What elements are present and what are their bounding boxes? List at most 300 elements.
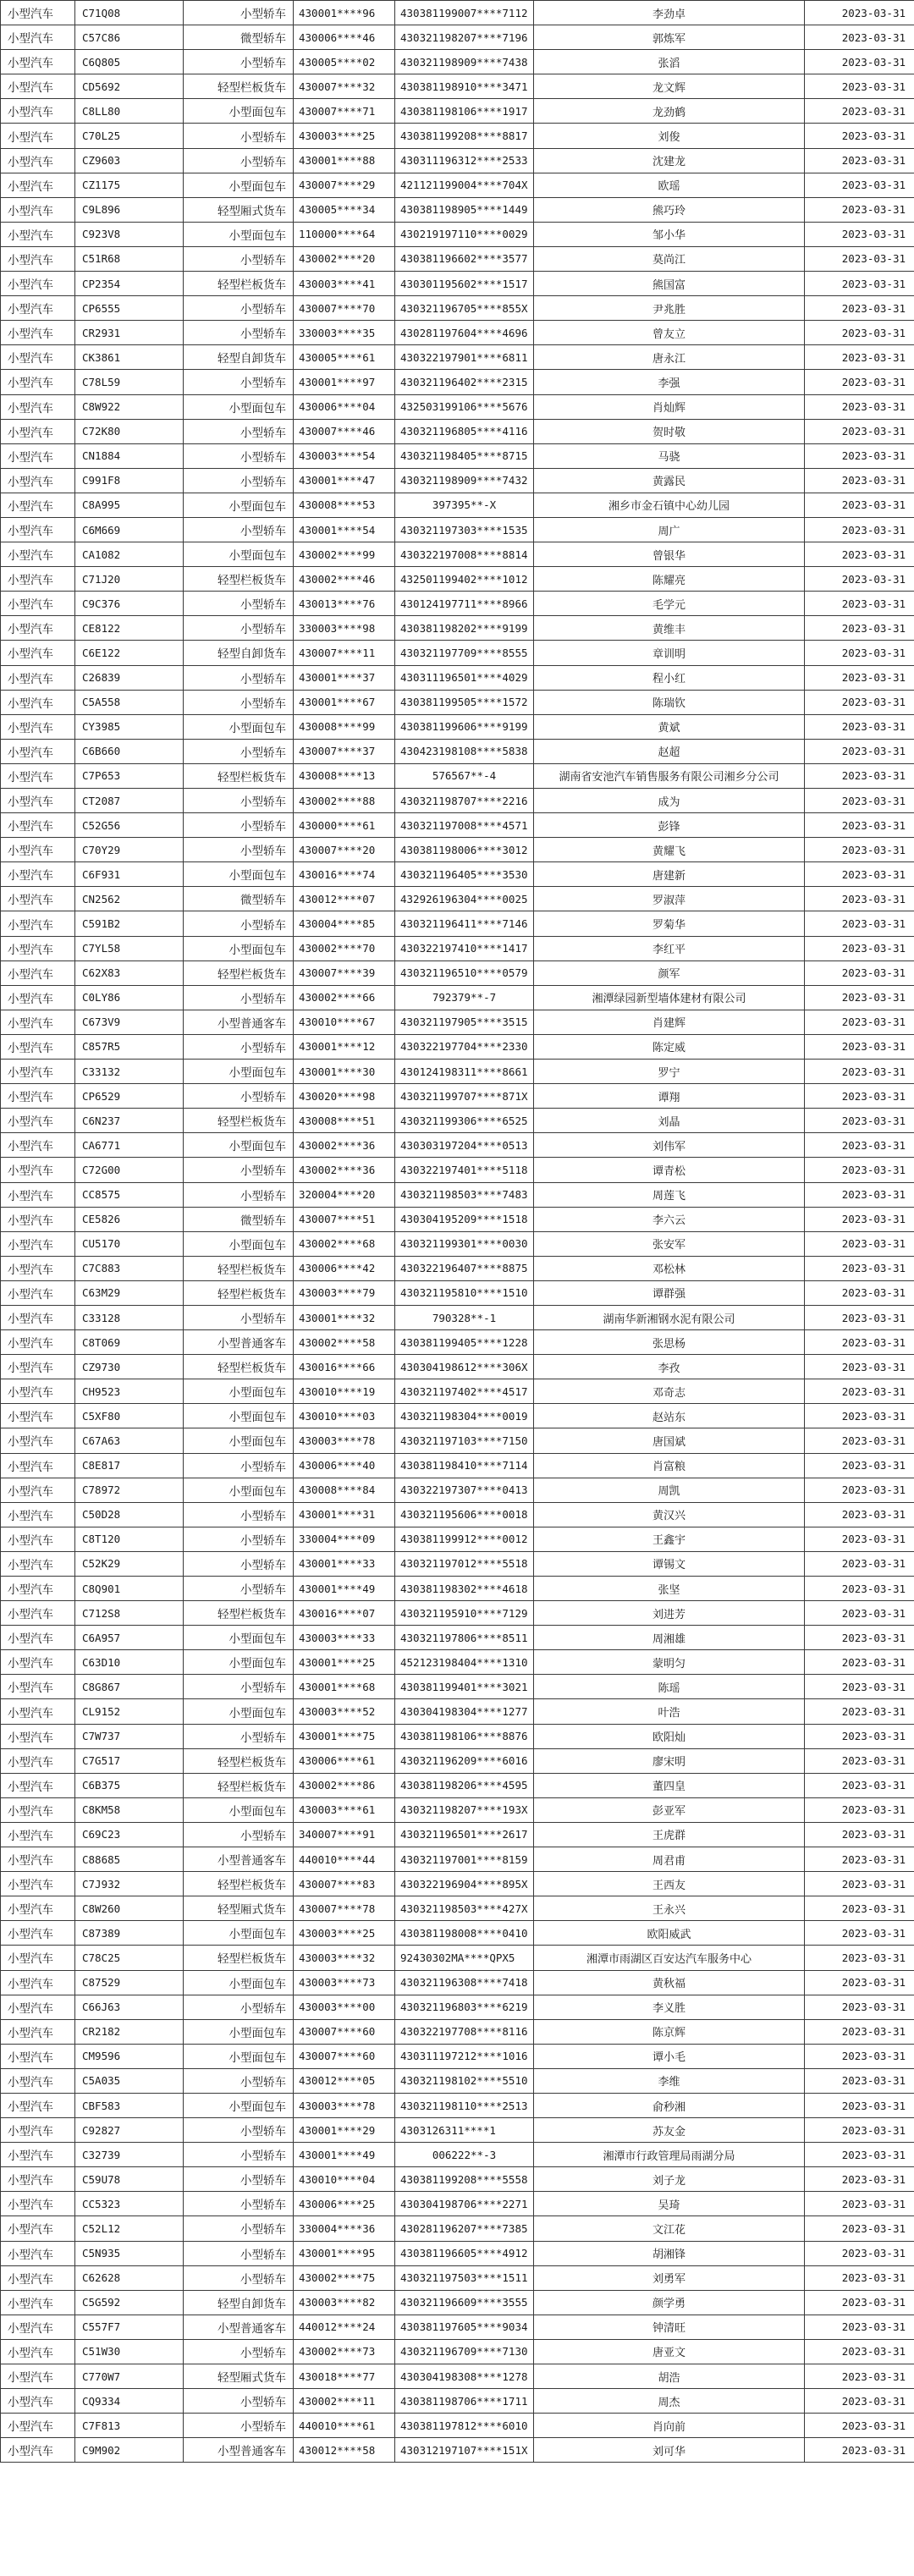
code-cell: 430007****51 (294, 1207, 395, 1231)
table-row (1, 2068, 914, 2093)
date-cell: 2023-03-31 (805, 542, 914, 567)
id-number-cell: 430381197605****9034 (395, 2315, 534, 2339)
vehicle-category-cell: 小型汽车 (1, 2265, 75, 2290)
table-row (1, 1034, 914, 1059)
id-number-cell: 430322197008****8814 (395, 542, 534, 567)
table-row (1, 763, 914, 788)
vehicle-model-cell: 小型轿车 (184, 739, 294, 763)
table-row (1, 25, 914, 50)
date-cell: 2023-03-31 (805, 641, 914, 665)
vehicle-category-cell: 小型汽车 (1, 813, 75, 838)
date-cell: 2023-03-31 (805, 394, 914, 419)
vehicle-category-cell: 小型汽车 (1, 1330, 75, 1355)
vehicle-model-cell: 小型轿车 (184, 1995, 294, 2019)
vehicle-model-cell: 小型轿车 (184, 2216, 294, 2241)
vehicle-category-cell: 小型汽车 (1, 739, 75, 763)
vehicle-model-cell: 轻型自卸货车 (184, 641, 294, 665)
vehicle-model-cell: 小型面包车 (184, 1699, 294, 1724)
id-number-cell: 430321196609****3555 (395, 2290, 534, 2315)
vehicle-category-cell: 小型汽车 (1, 222, 75, 246)
vehicle-category-cell: 小型汽车 (1, 517, 75, 542)
plate-number-cell: C8E817 (75, 1453, 184, 1478)
vehicle-category-cell: 小型汽车 (1, 1453, 75, 1478)
code-cell: 430007****70 (294, 296, 395, 321)
code-cell: 430002****88 (294, 789, 395, 813)
table-row (1, 2241, 914, 2265)
id-number-cell: 430321197103****7150 (395, 1428, 534, 1453)
owner-name-cell: 毛学元 (534, 592, 805, 616)
plate-number-cell: CC5323 (75, 2192, 184, 2216)
date-cell: 2023-03-31 (805, 1109, 914, 1133)
date-cell: 2023-03-31 (805, 2093, 914, 2117)
date-cell: 2023-03-31 (805, 1699, 914, 1724)
plate-number-cell: C6N237 (75, 1109, 184, 1133)
vehicle-model-cell: 小型轿车 (184, 1453, 294, 1478)
plate-number-cell: C6M669 (75, 517, 184, 542)
date-cell: 2023-03-31 (805, 443, 914, 468)
table-row (1, 1748, 914, 1773)
date-cell: 2023-03-31 (805, 1551, 914, 1576)
code-cell: 430001****31 (294, 1502, 395, 1527)
code-cell: 430004****85 (294, 911, 395, 936)
date-cell: 2023-03-31 (805, 1527, 914, 1551)
plate-number-cell: CBF583 (75, 2093, 184, 2117)
plate-number-cell: C78C25 (75, 1946, 184, 1970)
id-number-cell: 92430302MA****QPX5 (395, 1946, 534, 1970)
owner-name-cell: 欧瑶 (534, 173, 805, 197)
id-number-cell: 430321197709****8555 (395, 641, 534, 665)
plate-number-cell: CP6555 (75, 296, 184, 321)
table-row (1, 1084, 914, 1109)
id-number-cell: 430301195602****1517 (395, 272, 534, 296)
table-row (1, 1970, 914, 1995)
vehicle-category-cell: 小型汽车 (1, 887, 75, 911)
table-row (1, 1797, 914, 1822)
vehicle-category-cell: 小型汽车 (1, 296, 75, 321)
vehicle-model-cell: 小型面包车 (184, 1478, 294, 1502)
owner-name-cell: 湘潭绿园新型墙体建材有限公司 (534, 985, 805, 1010)
vehicle-model-cell: 小型轿车 (184, 1034, 294, 1059)
plate-number-cell: C26839 (75, 665, 184, 690)
table-row (1, 1231, 914, 1256)
table-row (1, 296, 914, 321)
owner-name-cell: 邓奇志 (534, 1379, 805, 1404)
date-cell: 2023-03-31 (805, 960, 914, 985)
vehicle-category-cell: 小型汽车 (1, 148, 75, 173)
table-row (1, 1355, 914, 1379)
date-cell: 2023-03-31 (805, 911, 914, 936)
vehicle-category-cell: 小型汽车 (1, 124, 75, 148)
id-number-cell: 430321196705****855X (395, 296, 534, 321)
plate-number-cell: CT2087 (75, 789, 184, 813)
id-number-cell: 576567**-4 (395, 763, 534, 788)
id-number-cell: 430381199606****9199 (395, 714, 534, 739)
owner-name-cell: 成为 (534, 789, 805, 813)
plate-number-cell: C8T120 (75, 1527, 184, 1551)
vehicle-category-cell: 小型汽车 (1, 838, 75, 862)
id-number-cell: 430321195910****7129 (395, 1601, 534, 1626)
vehicle-model-cell: 小型面包车 (184, 1133, 294, 1158)
vehicle-category-cell: 小型汽车 (1, 1010, 75, 1034)
vehicle-model-cell: 小型轿车 (184, 1577, 294, 1601)
vehicle-category-cell: 小型汽车 (1, 74, 75, 99)
table-row (1, 124, 914, 148)
owner-name-cell: 刘进芳 (534, 1601, 805, 1626)
date-cell: 2023-03-31 (805, 148, 914, 173)
plate-number-cell: C33132 (75, 1060, 184, 1084)
date-cell: 2023-03-31 (805, 1182, 914, 1207)
vehicle-model-cell: 小型轿车 (184, 1822, 294, 1847)
code-cell: 430012****07 (294, 887, 395, 911)
date-cell: 2023-03-31 (805, 2265, 914, 2290)
code-cell: 430001****49 (294, 2143, 395, 2167)
owner-name-cell: 湖南华新湘钢水泥有限公司 (534, 1305, 805, 1329)
vehicle-category-cell: 小型汽车 (1, 345, 75, 370)
table-row (1, 321, 914, 345)
date-cell: 2023-03-31 (805, 1502, 914, 1527)
table-row (1, 1822, 914, 1847)
plate-number-cell: C78L59 (75, 370, 184, 394)
vehicle-category-cell: 小型汽车 (1, 1109, 75, 1133)
vehicle-model-cell: 小型轿车 (184, 789, 294, 813)
plate-number-cell: C62628 (75, 2265, 184, 2290)
date-cell: 2023-03-31 (805, 1478, 914, 1502)
code-cell: 430008****51 (294, 1109, 395, 1133)
vehicle-model-cell: 小型面包车 (184, 542, 294, 567)
table-row (1, 1847, 914, 1872)
vehicle-model-cell: 小型轿车 (184, 1724, 294, 1748)
vehicle-category-cell: 小型汽车 (1, 1379, 75, 1404)
id-number-cell: 430322197401****5118 (395, 1158, 534, 1182)
date-cell: 2023-03-31 (805, 665, 914, 690)
date-cell: 2023-03-31 (805, 2290, 914, 2315)
vehicle-category-cell: 小型汽车 (1, 1847, 75, 1872)
table-row (1, 2216, 914, 2241)
vehicle-model-cell: 小型普通客车 (184, 2438, 294, 2463)
code-cell: 430012****58 (294, 2438, 395, 2463)
table-row (1, 1527, 914, 1551)
date-cell: 2023-03-31 (805, 2044, 914, 2068)
vehicle-model-cell: 轻型栏板货车 (184, 567, 294, 592)
plate-number-cell: C7J932 (75, 1872, 184, 1896)
plate-number-cell: CE8122 (75, 616, 184, 641)
date-cell: 2023-03-31 (805, 419, 914, 443)
date-cell: 2023-03-31 (805, 1084, 914, 1109)
table-row (1, 2265, 914, 2290)
vehicle-model-cell: 轻型栏板货车 (184, 74, 294, 99)
vehicle-category-cell: 小型汽车 (1, 419, 75, 443)
code-cell: 430010****67 (294, 1010, 395, 1034)
owner-name-cell: 湘乡市金石镇中心幼儿园 (534, 493, 805, 517)
vehicle-category-cell: 小型汽车 (1, 616, 75, 641)
vehicle-model-cell: 轻型栏板货车 (184, 272, 294, 296)
owner-name-cell: 彭亚军 (534, 1797, 805, 1822)
vehicle-model-cell: 小型轿车 (184, 124, 294, 148)
vehicle-model-cell: 小型轿车 (184, 2414, 294, 2438)
plate-number-cell: C923V8 (75, 222, 184, 246)
plate-number-cell: CZ9603 (75, 148, 184, 173)
code-cell: 430001****68 (294, 1675, 395, 1699)
plate-number-cell: C9C376 (75, 592, 184, 616)
vehicle-model-cell: 小型轿车 (184, 2192, 294, 2216)
code-cell: 430001****75 (294, 1724, 395, 1748)
owner-name-cell: 王鑫宇 (534, 1527, 805, 1551)
date-cell: 2023-03-31 (805, 124, 914, 148)
plate-number-cell: C5N935 (75, 2241, 184, 2265)
plate-number-cell: CN1884 (75, 443, 184, 468)
code-cell: 430008****84 (294, 1478, 395, 1502)
owner-name-cell: 周湘雄 (534, 1626, 805, 1650)
owner-name-cell: 李强 (534, 370, 805, 394)
owner-name-cell: 沈建龙 (534, 148, 805, 173)
plate-number-cell: C9M902 (75, 2438, 184, 2463)
id-number-cell: 430321198503****7483 (395, 1182, 534, 1207)
vehicle-category-cell: 小型汽车 (1, 2364, 75, 2389)
code-cell: 430006****04 (294, 394, 395, 419)
id-number-cell: 430381196605****4912 (395, 2241, 534, 2265)
code-cell: 110000****64 (294, 222, 395, 246)
vehicle-model-cell: 小型轿车 (184, 592, 294, 616)
id-number-cell: 430322197901****6811 (395, 345, 534, 370)
vehicle-category-cell: 小型汽车 (1, 592, 75, 616)
vehicle-model-cell: 小型轿车 (184, 2167, 294, 2192)
date-cell: 2023-03-31 (805, 272, 914, 296)
code-cell: 430001****97 (294, 370, 395, 394)
vehicle-model-cell: 轻型栏板货车 (184, 1872, 294, 1896)
date-cell: 2023-03-31 (805, 2019, 914, 2044)
owner-name-cell: 叶浩 (534, 1699, 805, 1724)
code-cell: 430001****29 (294, 2118, 395, 2143)
table-row (1, 960, 914, 985)
vehicle-category-cell: 小型汽车 (1, 911, 75, 936)
id-number-cell: 430304198612****306X (395, 1355, 534, 1379)
plate-number-cell: C8Q901 (75, 1577, 184, 1601)
vehicle-category-cell: 小型汽车 (1, 2019, 75, 2044)
id-number-cell: 430321196209****6016 (395, 1748, 534, 1773)
table-row (1, 173, 914, 197)
vehicle-category-cell: 小型汽车 (1, 99, 75, 124)
id-number-cell: 430281196207****7385 (395, 2216, 534, 2241)
date-cell: 2023-03-31 (805, 1133, 914, 1158)
owner-name-cell: 陈瑶 (534, 1675, 805, 1699)
id-number-cell: 430321195606****0018 (395, 1502, 534, 1527)
vehicle-category-cell: 小型汽车 (1, 1577, 75, 1601)
plate-number-cell: C712S8 (75, 1601, 184, 1626)
vehicle-model-cell: 小型普通客车 (184, 2315, 294, 2339)
owner-name-cell: 颜学勇 (534, 2290, 805, 2315)
vehicle-category-cell: 小型汽车 (1, 1158, 75, 1182)
id-number-cell: 430381198302****4618 (395, 1577, 534, 1601)
date-cell: 2023-03-31 (805, 789, 914, 813)
date-cell: 2023-03-31 (805, 2192, 914, 2216)
vehicle-model-cell: 小型面包车 (184, 1060, 294, 1084)
id-number-cell: 430321196405****3530 (395, 862, 534, 887)
vehicle-model-cell: 小型面包车 (184, 714, 294, 739)
vehicle-model-cell: 小型轿车 (184, 2241, 294, 2265)
vehicle-category-cell: 小型汽车 (1, 2290, 75, 2315)
code-cell: 430007****37 (294, 739, 395, 763)
table-row (1, 2339, 914, 2364)
owner-name-cell: 王西友 (534, 1872, 805, 1896)
vehicle-model-cell: 轻型厢式货车 (184, 197, 294, 222)
vehicle-model-cell: 小型轿车 (184, 1675, 294, 1699)
plate-number-cell: C62X83 (75, 960, 184, 985)
date-cell: 2023-03-31 (805, 714, 914, 739)
vehicle-category-cell: 小型汽车 (1, 1773, 75, 1797)
id-number-cell: 430321198207****193X (395, 1797, 534, 1822)
date-cell: 2023-03-31 (805, 2143, 914, 2167)
owner-name-cell: 张思杨 (534, 1330, 805, 1355)
owner-name-cell: 罗菊华 (534, 911, 805, 936)
code-cell: 430006****61 (294, 1748, 395, 1773)
date-cell: 2023-03-31 (805, 763, 914, 788)
date-cell: 2023-03-31 (805, 1946, 914, 1970)
owner-name-cell: 熊国富 (534, 272, 805, 296)
table-row (1, 1551, 914, 1576)
plate-number-cell: C7YL58 (75, 936, 184, 960)
vehicle-category-cell: 小型汽车 (1, 1797, 75, 1822)
plate-number-cell: C78972 (75, 1478, 184, 1502)
owner-name-cell: 王永兴 (534, 1896, 805, 1921)
plate-number-cell: C6B660 (75, 739, 184, 763)
table-row (1, 74, 914, 99)
date-cell: 2023-03-31 (805, 1921, 914, 1946)
table-row (1, 2118, 914, 2143)
vehicle-model-cell: 小型面包车 (184, 1626, 294, 1650)
code-cell: 430003****41 (294, 272, 395, 296)
table-row (1, 1256, 914, 1280)
owner-name-cell: 李红平 (534, 936, 805, 960)
vehicle-model-cell: 轻型厢式货车 (184, 2364, 294, 2389)
id-number-cell: 430321198909****7432 (395, 468, 534, 493)
vehicle-model-cell: 小型轿车 (184, 468, 294, 493)
code-cell: 430003****54 (294, 443, 395, 468)
plate-number-cell: CM9596 (75, 2044, 184, 2068)
table-row (1, 1872, 914, 1896)
date-cell: 2023-03-31 (805, 74, 914, 99)
owner-name-cell: 张安军 (534, 1231, 805, 1256)
plate-number-cell: C8W922 (75, 394, 184, 419)
vehicle-category-cell: 小型汽车 (1, 1748, 75, 1773)
date-cell: 2023-03-31 (805, 345, 914, 370)
id-number-cell: 430381198910****3471 (395, 74, 534, 99)
owner-name-cell: 胡湘锋 (534, 2241, 805, 2265)
date-cell: 2023-03-31 (805, 1626, 914, 1650)
id-number-cell: 430381199405****1228 (395, 1330, 534, 1355)
owner-name-cell: 莫尚江 (534, 246, 805, 271)
plate-number-cell: C51R68 (75, 246, 184, 271)
date-cell: 2023-03-31 (805, 370, 914, 394)
code-cell: 330004****09 (294, 1527, 395, 1551)
owner-name-cell: 刘伟军 (534, 1133, 805, 1158)
date-cell: 2023-03-31 (805, 2389, 914, 2414)
owner-name-cell: 谭小毛 (534, 2044, 805, 2068)
vehicle-model-cell: 小型面包车 (184, 936, 294, 960)
vehicle-category-cell: 小型汽车 (1, 1626, 75, 1650)
vehicle-model-cell: 小型轿车 (184, 50, 294, 74)
owner-name-cell: 罗宁 (534, 1060, 805, 1084)
table-row (1, 1650, 914, 1675)
table-row (1, 690, 914, 714)
table-row (1, 2438, 914, 2463)
plate-number-cell: C770W7 (75, 2364, 184, 2389)
vehicle-category-cell: 小型汽车 (1, 2438, 75, 2463)
id-number-cell: 430321197001****8159 (395, 1847, 534, 1872)
owner-name-cell: 湘潭市行政管理局雨湖分局 (534, 2143, 805, 2167)
date-cell: 2023-03-31 (805, 296, 914, 321)
owner-name-cell: 唐建新 (534, 862, 805, 887)
plate-number-cell: CH9523 (75, 1379, 184, 1404)
plate-number-cell: C92827 (75, 2118, 184, 2143)
code-cell: 430007****60 (294, 2044, 395, 2068)
vehicle-model-cell: 小型普通客车 (184, 1330, 294, 1355)
table-row (1, 1921, 914, 1946)
code-cell: 430016****66 (294, 1355, 395, 1379)
id-number-cell: 430321198503****427X (395, 1896, 534, 1921)
table-row (1, 1133, 914, 1158)
vehicle-model-cell: 轻型自卸货车 (184, 2290, 294, 2315)
table-row (1, 272, 914, 296)
id-number-cell: 430321198909****7438 (395, 50, 534, 74)
plate-number-cell: C63M29 (75, 1280, 184, 1305)
vehicle-model-cell: 小型普通客车 (184, 1010, 294, 1034)
id-number-cell: 430321197402****4517 (395, 1379, 534, 1404)
id-number-cell: 430381198905****1449 (395, 197, 534, 222)
date-cell: 2023-03-31 (805, 1034, 914, 1059)
plate-number-cell: CA6771 (75, 1133, 184, 1158)
owner-name-cell: 黄露民 (534, 468, 805, 493)
owner-name-cell: 周杰 (534, 2389, 805, 2414)
owner-name-cell: 郭炼军 (534, 25, 805, 50)
vehicle-category-cell: 小型汽车 (1, 2339, 75, 2364)
plate-number-cell: CC8575 (75, 1182, 184, 1207)
date-cell: 2023-03-31 (805, 985, 914, 1010)
vehicle-model-cell: 小型面包车 (184, 862, 294, 887)
vehicle-model-cell: 轻型栏板货车 (184, 1773, 294, 1797)
date-cell: 2023-03-31 (805, 887, 914, 911)
date-cell: 2023-03-31 (805, 1428, 914, 1453)
date-cell: 2023-03-31 (805, 1010, 914, 1034)
plate-number-cell: C591B2 (75, 911, 184, 936)
code-cell: 430003****25 (294, 124, 395, 148)
owner-name-cell: 陈耀亮 (534, 567, 805, 592)
vehicle-category-cell: 小型汽车 (1, 1995, 75, 2019)
plate-number-cell: C8KM58 (75, 1797, 184, 1822)
vehicle-category-cell: 小型汽车 (1, 1675, 75, 1699)
plate-number-cell: C991F8 (75, 468, 184, 493)
vehicle-model-cell: 小型轿车 (184, 813, 294, 838)
code-cell: 430001****30 (294, 1060, 395, 1084)
code-cell: 330004****36 (294, 2216, 395, 2241)
table-row (1, 1724, 914, 1748)
table-row (1, 887, 914, 911)
id-number-cell: 430311197212****1016 (395, 2044, 534, 2068)
owner-name-cell: 罗淑萍 (534, 887, 805, 911)
code-cell: 430018****77 (294, 2364, 395, 2389)
date-cell: 2023-03-31 (805, 1650, 914, 1675)
vehicle-model-cell: 小型轿车 (184, 419, 294, 443)
vehicle-model-cell: 小型轿车 (184, 1502, 294, 1527)
id-number-cell: 430381198410****7114 (395, 1453, 534, 1478)
plate-number-cell: CA1082 (75, 542, 184, 567)
owner-name-cell: 谭翔 (534, 1084, 805, 1109)
table-row (1, 1699, 914, 1724)
table-row (1, 1896, 914, 1921)
date-cell: 2023-03-31 (805, 1453, 914, 1478)
plate-number-cell: C52K29 (75, 1551, 184, 1576)
code-cell: 430008****99 (294, 714, 395, 739)
code-cell: 430002****75 (294, 2265, 395, 2290)
